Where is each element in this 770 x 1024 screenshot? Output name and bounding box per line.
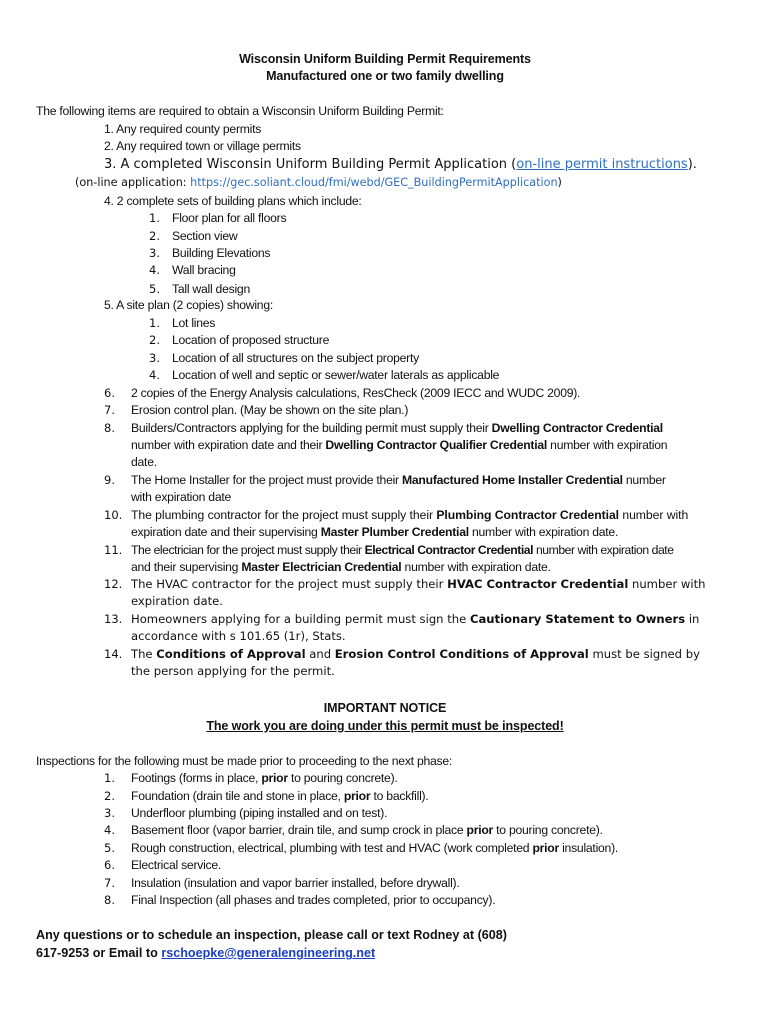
text-span: number with expiration — [547, 438, 668, 452]
req-item-4: 4. 2 complete sets of building plans which include: — [104, 194, 362, 208]
intro-text: The following items are required to obtain a Wisconsin Uniform Building Permit: — [36, 104, 444, 118]
req-item-8-line2 — [131, 438, 667, 453]
text-span: Footings (forms in place, — [131, 771, 262, 785]
text-span: Basement floor (vapor barrier, drain tile, and sump crock in place — [131, 823, 467, 837]
inspection-number: 2. — [104, 789, 115, 803]
req-number-12: 12. — [104, 577, 123, 591]
inspection-item: Underfloor plumbing (piping installed and on test). — [131, 806, 388, 820]
req-item-12-line2: expiration date. — [131, 594, 223, 608]
req-item-9-line2: with expiration date — [131, 490, 232, 504]
text-span: Homeowners applying for a building permit must sign the — [131, 612, 470, 626]
text-span: The Home Installer for the project must provide their — [131, 473, 402, 487]
inspection-number: 1. — [104, 771, 115, 785]
req-item-11-line2 — [131, 560, 551, 575]
prior-emphasis: prior — [532, 841, 559, 855]
req-item-6: 2 copies of the Energy Analysis calculations, ResCheck (2009 IECC and WUDC 2009). — [131, 386, 581, 400]
footer-contact-line1: Any questions or to schedule an inspection, please call or text Rodney at (608) — [36, 928, 507, 942]
text-span: expiration date and their supervising — [131, 525, 321, 539]
req-number-6: 6. — [104, 386, 115, 400]
text-span: number with — [619, 508, 689, 522]
erosion-control-conditions: Erosion Control Conditions of Approval — [334, 647, 589, 661]
text-span: Rough construction, electrical, plumbing with test and HVAC (work completed — [131, 841, 533, 855]
online-application-label: (on-line application: — [75, 176, 191, 189]
req-item-10-line2 — [131, 525, 618, 540]
inspection-item: Final Inspection (all phases and trades completed, prior to occupancy). — [131, 893, 496, 907]
text-span: The electrician for the project must supply their — [131, 543, 365, 557]
site-item: Location of proposed structure — [172, 333, 330, 347]
req-item-14-line1 — [131, 647, 700, 662]
req-item-5: 5. A site plan (2 copies) showing: — [104, 298, 273, 312]
text-span: number with expiration date and their — [131, 438, 326, 452]
text-span: and — [305, 647, 335, 661]
dwelling-qualifier-credential: Dwelling Contractor Qualifier Credential — [325, 438, 548, 452]
site-number: 3. — [149, 351, 160, 365]
cautionary-statement: Cautionary Statement to Owners — [469, 612, 686, 626]
plumbing-contractor-credential: Plumbing Contractor Credential — [436, 508, 620, 522]
conditions-of-approval: Conditions of Approval — [156, 647, 306, 661]
footer-phone: 617-9253 or Email to — [36, 946, 162, 960]
inspection-number: 4. — [104, 823, 115, 837]
email-link[interactable]: rschoepke@generalengineering.net — [161, 946, 376, 960]
req-number-9: 9. — [104, 473, 115, 487]
text-span: Foundation (drain tile and stone in place, — [131, 789, 344, 803]
req-number-13: 13. — [104, 612, 123, 626]
req-item-3 — [104, 157, 697, 172]
inspection-item — [131, 789, 429, 804]
req-item-14-line2: the person applying for the permit. — [131, 664, 335, 678]
req-item-8-line1 — [131, 421, 663, 436]
plan-item: Floor plan for all floors — [172, 211, 287, 225]
text-span: number with — [628, 577, 706, 591]
text-span: to pouring concrete). — [493, 823, 603, 837]
req-number-7: 7. — [104, 403, 115, 417]
electrical-contractor-credential: Electrical Contractor Credential — [364, 543, 534, 557]
req-item-3-text: 3. A completed Wisconsin Uniform Building Permit Application ( — [104, 157, 517, 172]
site-number: 4. — [149, 368, 160, 382]
plan-item: Building Elevations — [172, 246, 271, 260]
inspection-number: 8. — [104, 893, 115, 907]
text-span: The — [131, 647, 157, 661]
text-span: number with expiration date. — [401, 560, 551, 574]
text-span: number — [622, 473, 666, 487]
plan-number: 1. — [149, 211, 160, 225]
footer-contact-line2 — [36, 946, 375, 961]
inspection-number: 6. — [104, 858, 115, 872]
req-item-2: 2. Any required town or village permits — [104, 139, 301, 153]
inspection-item — [131, 841, 618, 856]
inspection-item: Electrical service. — [131, 858, 222, 872]
req-item-9-line1 — [131, 473, 666, 488]
site-item: Lot lines — [172, 316, 216, 330]
req-number-14: 14. — [104, 647, 123, 661]
req-number-11: 11. — [104, 543, 123, 557]
permit-instructions-link[interactable]: on-line permit instructions — [516, 157, 688, 172]
site-item: Location of well and septic or sewer/water laterals as applicable — [172, 368, 500, 382]
text-span: The plumbing contractor for the project must supply their — [131, 508, 437, 522]
req-item-12-line1 — [131, 577, 706, 592]
site-number: 1. — [149, 316, 160, 330]
plan-number: 4. — [149, 263, 160, 277]
inspection-item — [131, 771, 398, 786]
hvac-contractor-credential: HVAC Contractor Credential — [447, 577, 629, 591]
master-electrician-credential: Master Electrician Credential — [241, 560, 402, 574]
req-item-11-line1 — [131, 543, 674, 558]
req-item-13-line1 — [131, 612, 699, 627]
req-item-3-end: ). — [687, 157, 697, 172]
req-number-8: 8. — [104, 421, 115, 435]
plan-item: Section view — [172, 229, 238, 243]
master-plumber-credential: Master Plumber Credential — [320, 525, 469, 539]
dwelling-contractor-credential: Dwelling Contractor Credential — [491, 421, 663, 435]
inspection-number: 5. — [104, 841, 115, 855]
text-span: must be signed by — [588, 647, 700, 661]
document-subtitle: Manufactured one or two family dwelling — [266, 69, 504, 83]
text-span: Builders/Contractors applying for the building permit must supply their — [131, 421, 492, 435]
prior-emphasis: prior — [466, 823, 494, 837]
online-application-end: ) — [557, 176, 562, 189]
plan-number: 3. — [149, 246, 160, 260]
plan-item: Wall bracing — [172, 263, 236, 277]
inspection-item: Insulation (insulation and vapor barrier installed, before drywall). — [131, 876, 460, 890]
installer-credential: Manufactured Home Installer Credential — [402, 473, 623, 487]
document-title: Wisconsin Uniform Building Permit Requirements — [239, 52, 531, 66]
inspection-number: 3. — [104, 806, 115, 820]
text-span: The HVAC contractor for the project must supply their — [131, 577, 448, 591]
req-item-7: Erosion control plan. (May be shown on the site plan.) — [131, 403, 409, 417]
text-span: to backfill). — [370, 789, 429, 803]
req-number-10: 10. — [104, 508, 123, 522]
text-span: insulation). — [558, 841, 619, 855]
important-notice-title: IMPORTANT NOTICE — [323, 701, 447, 715]
text-span: in — [685, 612, 700, 626]
text-span: number with expiration date — [533, 543, 674, 557]
plan-item: Tall wall design — [172, 282, 250, 296]
inspection-item — [131, 823, 603, 838]
plan-number: 5. — [149, 282, 160, 296]
site-item: Location of all structures on the subject property — [172, 351, 419, 365]
text-span: and their supervising — [131, 560, 242, 574]
important-notice-subtitle: The work you are doing under this permit must be inspected! — [206, 719, 564, 733]
plan-number: 2. — [149, 229, 160, 243]
prior-emphasis: prior — [261, 771, 288, 785]
online-application-line — [75, 175, 562, 190]
online-application-link[interactable]: https://gec.soliant.cloud/fmi/webd/GEC_BuildingPermitApplication — [190, 176, 558, 189]
inspection-number: 7. — [104, 876, 115, 890]
prior-emphasis: prior — [343, 789, 371, 803]
req-item-10-line1 — [131, 508, 688, 523]
site-number: 2. — [149, 333, 160, 347]
req-item-13-line2: accordance with s 101.65 (1r), Stats. — [131, 629, 346, 643]
text-span: to pouring concrete). — [287, 771, 398, 785]
req-item-8-line3: date. — [131, 455, 157, 469]
inspections-intro: Inspections for the following must be made prior to proceeding to the next phase: — [36, 754, 453, 768]
req-item-1: 1. Any required county permits — [104, 122, 262, 136]
text-span: number with expiration date. — [468, 525, 619, 539]
